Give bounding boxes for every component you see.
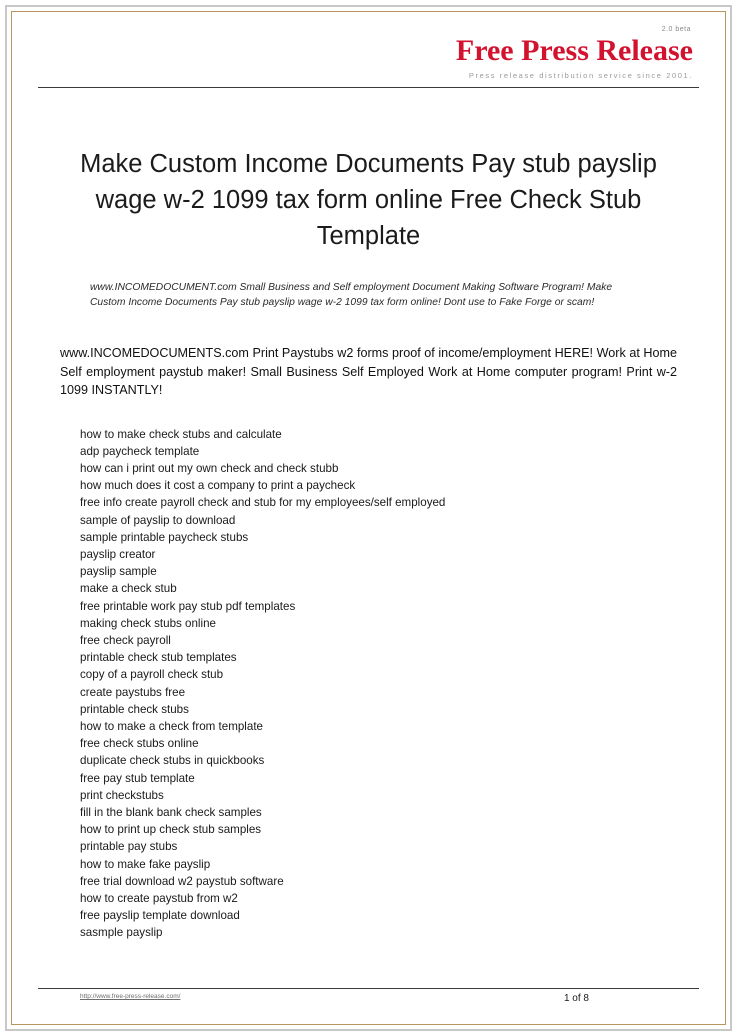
page-footer <box>38 988 699 1004</box>
site-tagline: Press release distribution service since 2001. <box>468 71 693 80</box>
list-item: printable check stub templates <box>80 651 237 665</box>
list-item: printable pay stubs <box>80 840 178 854</box>
list-item: sasmple payslip <box>80 926 163 940</box>
list-item: sample of payslip to download <box>80 513 236 527</box>
list-item: free check stubs online <box>80 737 199 751</box>
list-item: free check payroll <box>80 633 171 647</box>
list-item: free pay stub template <box>80 771 195 785</box>
keyword-list <box>80 426 699 942</box>
page-content <box>20 20 717 1016</box>
list-item: payslip sample <box>80 565 157 579</box>
list-item: how to make fake payslip <box>80 857 211 871</box>
article-body: www.INCOMEDOCUMENTS.com Print Paystubs w2 forms proof of income/employment HERE! Work at Home Self employment paystub maker! Small Business Self Employed Work at Home computer program! Print w-2 1099 INSTANTLY! <box>60 346 677 397</box>
list-item: free trial download w2 paystub software <box>80 874 284 888</box>
list-item: how can i print out my own check and check stubb <box>80 461 339 475</box>
list-item: sample printable paycheck stubs <box>80 530 249 544</box>
list-item: copy of a payroll check stub <box>80 668 224 682</box>
list-item: print checkstubs <box>80 788 164 802</box>
list-item: how much does it cost a company to print a paycheck <box>80 479 356 493</box>
list-item: free info create payroll check and stub for my employees/self employed <box>80 496 446 510</box>
header-divider <box>38 87 699 88</box>
list-item: printable check stubs <box>80 702 189 716</box>
list-item: how to print up check stub samples <box>80 823 262 837</box>
list-item: free printable work pay stub pdf templates <box>80 599 296 613</box>
list-item: make a check stub <box>80 582 177 596</box>
list-item: duplicate check stubs in quickbooks <box>80 754 265 768</box>
footer-divider <box>38 988 699 989</box>
list-item: fill in the blank bank check samples <box>80 805 262 819</box>
list-item: how to make a check from template <box>80 719 264 733</box>
site-logo[interactable] <box>455 26 693 80</box>
site-logo-version: 2.0 beta <box>661 26 691 33</box>
list-item: create paystubs free <box>80 685 186 699</box>
list-item: free payslip template download <box>80 909 240 923</box>
list-item: how to create paystub from w2 <box>80 891 238 905</box>
page-number: 1 of 8 <box>563 993 589 1004</box>
footer-url-link[interactable]: http://www.free-press-release.com/ <box>80 993 181 1000</box>
site-logo-text: Free Press Release <box>455 34 693 67</box>
list-item: how to make check stubs and calculate <box>80 427 282 441</box>
article-summary: www.INCOMEDOCUMENT.com Small Business and Self employment Document Making Software Program! Make Custom Income Documents Pay stub payslip wage w-2 1099 tax form online! Dont use to Fake Forge or scam! <box>90 282 613 308</box>
list-item: adp paycheck template <box>80 444 200 458</box>
page-header <box>38 26 699 90</box>
page-title: Make Custom Income Documents Pay stub payslip wage w-2 1099 tax form online Free Check Stub Template <box>80 150 657 250</box>
list-item: making check stubs online <box>80 616 216 630</box>
list-item: payslip creator <box>80 547 156 561</box>
